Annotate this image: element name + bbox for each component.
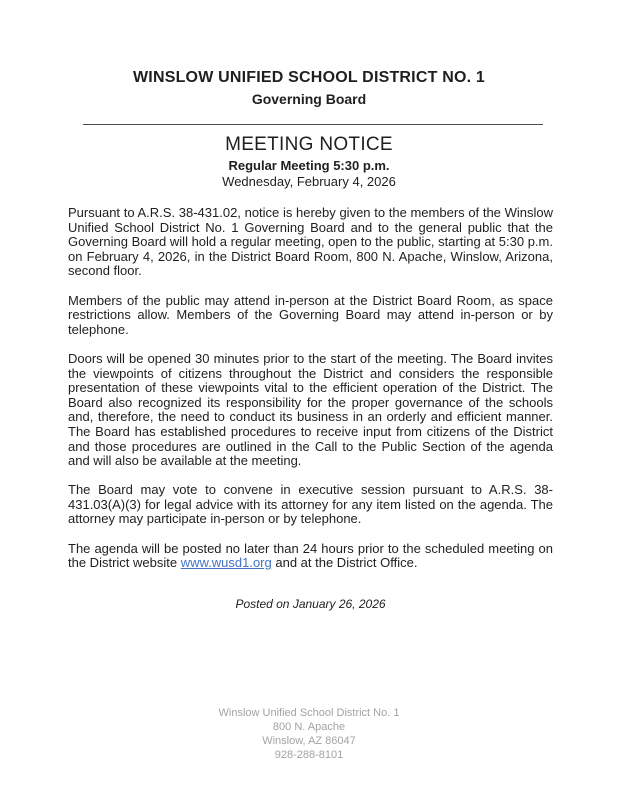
agenda-text-before-link: The agenda will be posted no later than 24 hours prior to the scheduled meeting on the District website [68, 540, 553, 571]
district-website-link[interactable]: www.wusd1.org [180, 555, 272, 571]
footer-phone-number: 928-288-8101 [274, 749, 344, 761]
document-header [0, 0, 618, 108]
agenda-text-after-link: and at the District Office. [271, 555, 418, 571]
district-title: WINSLOW UNIFIED SCHOOL DISTRICT NO. 1 [133, 69, 485, 86]
header-divider [83, 124, 543, 125]
footer-city-state-zip: Winslow, AZ 86047 [262, 735, 356, 747]
footer-district-name: Winslow Unified School District No. 1 [218, 707, 400, 719]
posted-date-line: Posted on January 26, 2026 [235, 596, 386, 611]
meeting-type-time: Regular Meeting 5:30 p.m. [228, 158, 390, 173]
meeting-date: Wednesday, February 4, 2026 [222, 174, 396, 189]
paragraph-legal-notice: Pursuant to A.R.S. 38-431.02, notice is hereby given to the members of the Winslow Unified School District No. 1 Governing Board and to the general public that the Governing Board will hold a regular meeting, open to the public, starting at 5:30 p.m. on February 4, 2026, in the District Board Room, 800 N. Apache, Winslow, Arizona, second floor. [68, 205, 553, 279]
notice-body [68, 206, 553, 612]
paragraph-executive-session: The Board may vote to convene in executive session pursuant to A.R.S. 38-431.03(A)(3) for legal advice with its attorney for any item listed on the agenda. The attorney may participate in-person or by telephone. [68, 482, 553, 527]
paragraph-attendance: Members of the public may attend in-person at the District Board Room, as space restrictions allow. Members of the Governing Board may attend in-person or by telephone. [68, 292, 553, 337]
notice-heading [0, 133, 618, 190]
footer-street-address: 800 N. Apache [272, 721, 346, 733]
notice-title: MEETING NOTICE [225, 134, 393, 155]
document-footer [0, 706, 618, 762]
paragraph-doors-procedures: Doors will be opened 30 minutes prior to the start of the meeting. The Board invites the viewpoints of citizens throughout the District and considers the responsible presentation of these viewpoints vital to the efficient operation of the District. The Board also recognized its responsibility for the proper governance of the schools and, therefore, the need to conduct its business in an orderly and efficient manner. The Board has established procedures to receive input from citizens of the District and those procedures are outlined in the Call to the Public Section of the agenda and will also be available at the meeting. [68, 350, 553, 469]
paragraph-agenda-posting [68, 542, 553, 571]
board-subtitle: Governing Board [251, 91, 367, 107]
